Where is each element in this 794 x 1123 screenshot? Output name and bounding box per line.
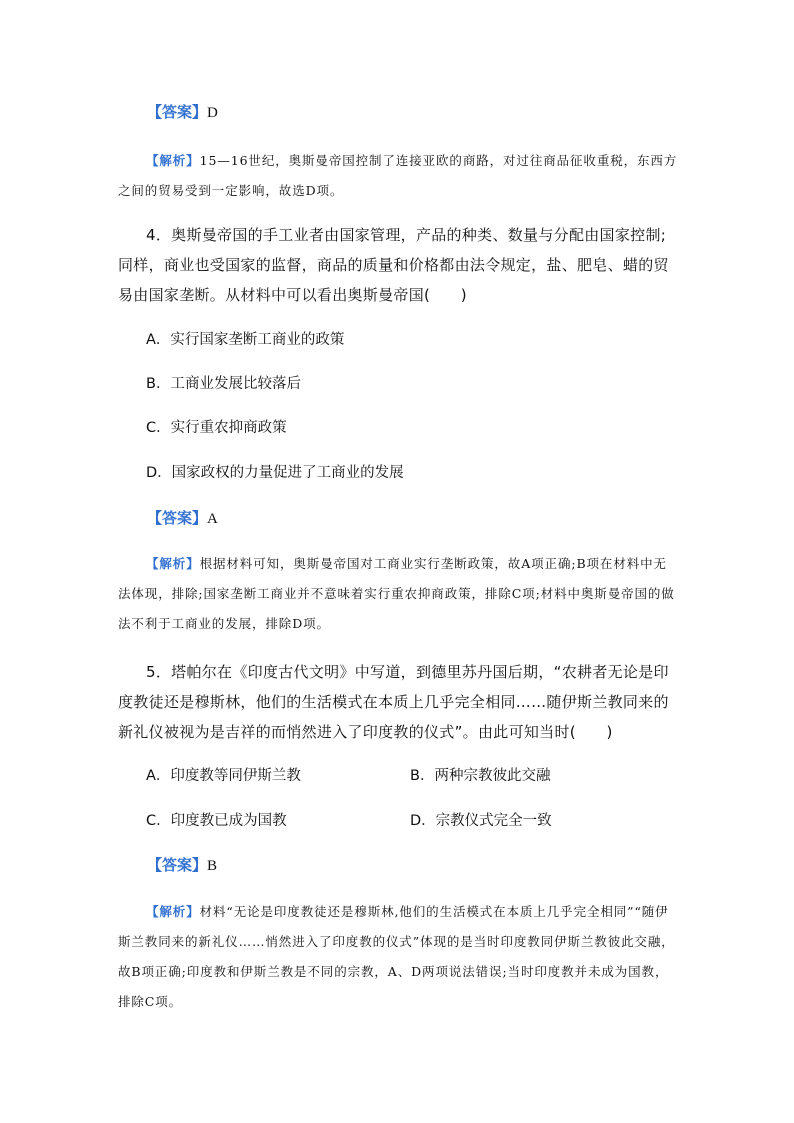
analysis-label: 【解析】 [146,153,200,168]
q5-analysis-text: 材料“无论是印度教徒还是穆斯林,他们的生活模式在本质上几乎完全相同”“随伊斯兰教同来的新礼仪……悄然进入了印度教的仪式”体现的是当时印度教同伊斯兰教彼此交融，故B项正确;印度教和伊斯兰教是不同的宗教，A、D两项说法错误;当时印度教并未成为国教，排除C项。 [118,904,675,1009]
q4-option-c: C．实行重农抑商政策 [146,420,287,436]
q5-stem [118,657,680,747]
q3-answer-value: D [207,105,218,121]
q4-analysis [118,549,680,639]
q5-answer [147,855,217,876]
q4-analysis-text: 根据材料可知，奥斯曼帝国对工商业实行垄断政策，故A项正确;B项在材料中无法体现，排除;国家垄断工商业并不意味着实行重农抑商政策，排除C项;材料中奥斯曼帝国的做法不利于工商业的发展，排除D项。 [118,556,675,631]
answer-label: 【答案】 [147,856,208,874]
q5-option-b: B．两种宗教彼此交融 [410,768,551,784]
q5-stem-text: 5．塔帕尔在《印度古代文明》中写道，到德里苏丹国后期，“农耕者无论是印度教徒还是穆斯林，他们的生活模式在本质上几乎完全相同……随伊斯兰教同来的新礼仪被视为是吉祥的而悄然进入了印度教的仪式”。由此可知当时( ) [118,663,669,741]
q3-analysis-text: 15—16世纪，奥斯曼帝国控制了连接亚欧的商路，对过往商品征收重税，东西方之间的贸易受到一定影响，故选D项。 [118,153,678,198]
q5-option-c: C．印度教已成为国教 [146,813,287,829]
q4-answer [147,508,218,529]
q4-stem-text: 4．奥斯曼帝国的手工业者由国家管理，产品的种类、数量与分配由国家控制;同样，商业也受国家的监督，商品的质量和价格都由法令规定，盐、肥皂、蜡的贸易由国家垄断。从材料中可以看出奥斯曼帝国( ) [118,226,669,304]
answer-label: 【答案】 [147,103,208,121]
analysis-label: 【解析】 [146,556,200,571]
q5-answer-value: B [207,858,218,874]
q4-option-a: A．实行国家垄断工商业的政策 [146,332,345,348]
analysis-label: 【解析】 [146,904,200,919]
q4-answer-value: A [207,511,218,527]
q4-option-b: B．工商业发展比较落后 [146,376,301,392]
q4-stem [118,220,680,310]
q4-option-d: D．国家政权的力量促进了工商业的发展 [146,465,404,481]
q3-analysis [118,146,680,206]
q5-analysis [118,897,680,1017]
q5-option-a: A．印度教等同伊斯兰教 [146,768,301,784]
q5-option-d: D．宗教仪式完全一致 [410,813,552,829]
answer-label: 【答案】 [147,509,208,527]
q3-answer [147,102,218,123]
